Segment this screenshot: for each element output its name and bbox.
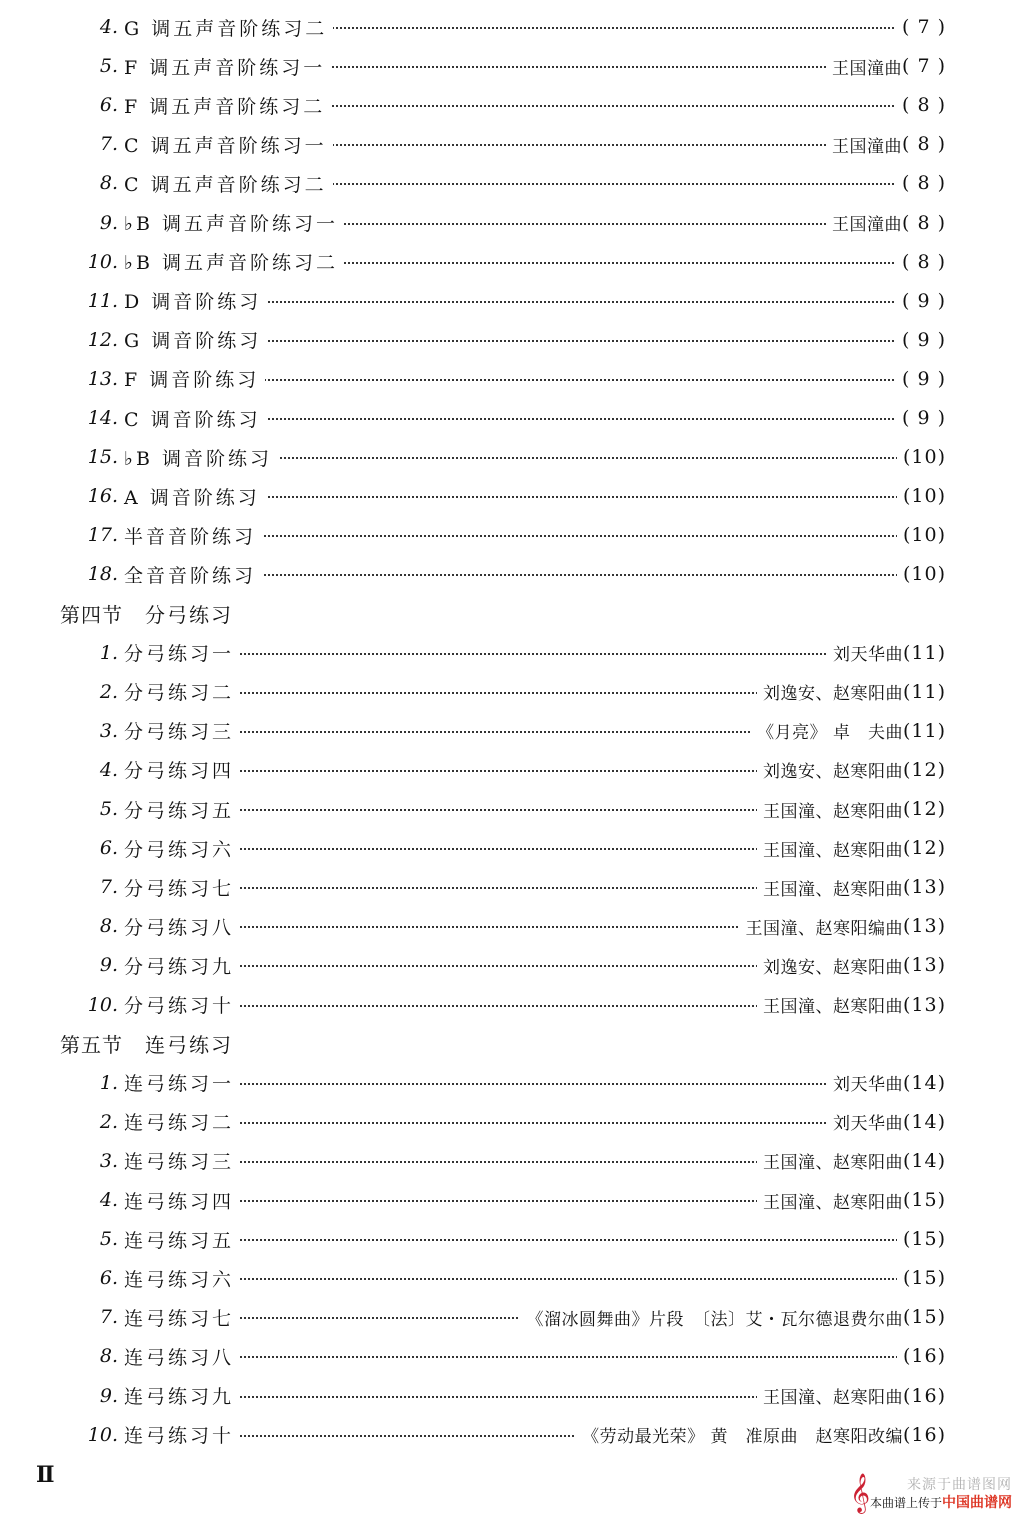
toc-entry[interactable] — [0, 362, 1024, 396]
section-label: 第五节 — [60, 1033, 123, 1058]
entry-title: ♭B 调五声音阶练习二 — [124, 248, 344, 275]
entry-title: 连弓练习六 — [124, 1265, 240, 1292]
entry-title: G 调音阶练习 — [124, 326, 267, 353]
entry-number: 17. — [87, 524, 118, 547]
entry-page: ( 9 ) — [902, 367, 946, 390]
entry-page: (13) — [902, 954, 946, 977]
entry-page: ( 7 ) — [902, 16, 946, 38]
entry-number: 4. — [99, 1189, 118, 1211]
entry-page: ( 8 ) — [902, 94, 946, 117]
entry-right — [757, 953, 946, 978]
toc-entry[interactable] — [0, 1261, 1024, 1295]
entry-number: 9. — [99, 954, 118, 977]
entry-number: 7. — [99, 876, 118, 899]
entry-title: F 调五声音阶练习一 — [124, 53, 331, 80]
entry-page: (11) — [902, 680, 946, 703]
entry-right — [757, 1188, 946, 1213]
dot-leader — [124, 1239, 942, 1241]
dot-leader — [124, 1356, 942, 1358]
entry-right — [896, 368, 946, 390]
entry-right — [739, 914, 946, 939]
entry-composer: 王国潼、赵寒阳曲 — [762, 997, 903, 1017]
toc-entry[interactable] — [0, 557, 1024, 591]
entry-number: 1. — [99, 1071, 118, 1094]
entry-right — [757, 679, 946, 704]
entry-right — [896, 290, 946, 312]
entry-number: 5. — [99, 1228, 118, 1251]
toc-entry[interactable] — [0, 479, 1024, 513]
entry-composer: 王国潼、赵寒阳编曲 — [745, 918, 903, 939]
entry-title: 分弓练习四 — [124, 756, 240, 783]
entry-page: (10) — [902, 446, 946, 469]
toc-entry[interactable] — [0, 831, 1024, 865]
entry-page: ( 9 ) — [902, 328, 946, 351]
entry-composer: 刘逸安、赵寒阳曲 — [762, 762, 903, 783]
entry-right — [897, 446, 946, 468]
toc-entry[interactable] — [0, 1144, 1024, 1178]
entry-title: 分弓练习一 — [124, 639, 240, 666]
entry-page: (13) — [902, 993, 946, 1016]
toc-entry[interactable] — [0, 323, 1024, 357]
entry-composer: 刘天华曲 — [832, 645, 903, 666]
toc-entry[interactable] — [0, 1339, 1024, 1373]
entry-right — [757, 797, 946, 822]
entry-number: 10. — [87, 250, 118, 273]
entry-title: 分弓练习七 — [124, 874, 240, 901]
entry-title: F 调音阶练习 — [124, 365, 265, 392]
entry-page: ( 7 ) — [902, 55, 946, 78]
toc-entry[interactable] — [0, 753, 1024, 787]
entry-right — [827, 1109, 946, 1134]
entry-page: (16) — [902, 1345, 946, 1368]
watermark-source-text: 来源于曲谱图网 — [907, 1477, 1012, 1493]
toc-entry[interactable] — [0, 166, 1024, 200]
entry-right — [826, 210, 946, 235]
watermark-upload-text — [870, 1492, 1012, 1512]
toc-entry[interactable] — [0, 714, 1024, 748]
entry-right — [896, 16, 946, 38]
entry-right — [897, 485, 946, 507]
entry-title: 分弓练习十 — [124, 991, 240, 1018]
section-label: 第四节 — [60, 603, 123, 627]
entry-title: 分弓练习九 — [124, 952, 240, 979]
entry-page: (15) — [902, 1189, 946, 1211]
entry-composer: 王国潼曲 — [832, 58, 902, 79]
entry-number: 8. — [99, 915, 118, 938]
entry-number: 4. — [99, 16, 118, 38]
entry-composer: 《溜冰圆舞曲》片段 〔法〕艾・瓦尔德退费尔曲 — [526, 1309, 903, 1330]
section-title: 分弓练习 — [145, 603, 233, 627]
entry-number: 3. — [99, 1149, 118, 1172]
watermark — [816, 1472, 1016, 1516]
entry-number: 14. — [87, 407, 118, 429]
entry-title: A 调音阶练习 — [124, 483, 266, 510]
page-number: Ⅱ — [36, 1462, 55, 1488]
entry-composer: 刘逸安、赵寒阳曲 — [762, 957, 903, 978]
entry-right — [896, 94, 946, 116]
entry-page: (13) — [902, 876, 946, 899]
entry-title: 分弓练习三 — [124, 717, 240, 744]
entry-page: (12) — [902, 758, 946, 781]
entry-right — [520, 1305, 946, 1330]
entry-page: (14) — [902, 1071, 946, 1094]
section-heading — [60, 1027, 233, 1061]
entry-right — [897, 1228, 946, 1250]
dot-leader — [124, 1278, 942, 1280]
toc-entry[interactable] — [0, 49, 1024, 83]
entry-title: 连弓练习十 — [124, 1421, 240, 1448]
toc-entry[interactable] — [0, 636, 1024, 670]
entry-composer: 刘天华曲 — [832, 1114, 903, 1135]
entry-number: 6. — [99, 94, 118, 117]
entry-right — [576, 1422, 946, 1447]
entry-title: 连弓练习五 — [124, 1226, 240, 1253]
entry-page: ( 8 ) — [902, 250, 946, 273]
entry-number: 8. — [99, 1345, 118, 1368]
entry-page: (10) — [902, 485, 946, 508]
toc-entry[interactable] — [0, 870, 1024, 904]
entry-number: 13. — [87, 367, 118, 390]
entry-title: 分弓练习二 — [124, 678, 240, 705]
entry-right — [897, 563, 946, 585]
entry-composer: 王国潼曲 — [832, 215, 902, 235]
toc-entry[interactable] — [0, 284, 1024, 318]
entry-right — [896, 329, 946, 351]
entry-number: 6. — [99, 1267, 118, 1290]
entry-title: 连弓练习三 — [124, 1147, 240, 1174]
entry-title: F 调五声音阶练习二 — [124, 92, 331, 119]
toc-entry[interactable] — [0, 245, 1024, 279]
entry-page: (11) — [902, 719, 946, 742]
toc-entry[interactable] — [0, 1379, 1024, 1413]
entry-composer: 《劳动最光荣》 黄 准原曲 赵寒阳改编 — [582, 1427, 903, 1448]
entry-number: 15. — [87, 446, 118, 469]
entry-right — [757, 836, 946, 861]
entry-number: 10. — [87, 993, 118, 1016]
entry-page: (12) — [902, 798, 946, 820]
entry-number: 3. — [99, 719, 118, 742]
entry-number: 4. — [99, 758, 118, 781]
entry-number: 9. — [99, 211, 118, 234]
entry-right — [757, 875, 946, 900]
entry-page: ( 8 ) — [902, 172, 946, 195]
section-heading — [60, 597, 233, 631]
entry-title: 半音音阶练习 — [124, 522, 262, 549]
entry-right — [827, 640, 946, 665]
entry-page: ( 9 ) — [902, 289, 946, 312]
entry-right — [896, 172, 946, 194]
entry-number: 8. — [99, 172, 118, 195]
entry-right — [757, 1383, 946, 1408]
entry-page: (16) — [902, 1384, 946, 1407]
entry-title: ♭B 调音阶练习 — [124, 444, 278, 471]
entry-number: 18. — [87, 563, 118, 586]
entry-page: (14) — [902, 1149, 946, 1172]
entry-right — [757, 992, 946, 1017]
entry-number: 2. — [99, 1110, 118, 1133]
entry-right — [757, 757, 946, 782]
watermark-prefix: 本曲谱上传于 — [869, 1496, 942, 1510]
entry-title: 连弓练习九 — [124, 1382, 240, 1409]
entry-composer: 王国潼、赵寒阳曲 — [762, 1192, 903, 1213]
entry-composer: 刘天华曲 — [832, 1075, 903, 1096]
toc-entry[interactable] — [0, 88, 1024, 122]
entry-composer: 王国潼、赵寒阳曲 — [762, 1153, 903, 1174]
toc-entry[interactable] — [0, 10, 1024, 44]
toc-entry[interactable] — [0, 909, 1024, 943]
entry-composer: 王国潼曲 — [832, 136, 902, 157]
toc-entry[interactable] — [0, 1222, 1024, 1256]
entry-title: 连弓练习八 — [124, 1343, 240, 1370]
entry-page: (15) — [902, 1228, 946, 1251]
entry-right — [896, 251, 946, 273]
entry-number: 12. — [87, 328, 118, 351]
entry-number: 5. — [99, 798, 118, 820]
entry-right — [751, 718, 946, 743]
toc-entry[interactable] — [0, 675, 1024, 709]
entry-page: ( 9 ) — [902, 407, 946, 429]
entry-page: (12) — [902, 837, 946, 860]
entry-composer: 王国潼、赵寒阳曲 — [762, 840, 903, 861]
dot-leader — [124, 1083, 942, 1085]
entry-right — [757, 1148, 946, 1173]
entry-composer: 刘逸安、赵寒阳曲 — [762, 684, 903, 705]
toc-entry[interactable] — [0, 401, 1024, 435]
dot-leader — [124, 653, 942, 655]
entry-title: C 调音阶练习 — [124, 405, 267, 432]
entry-right — [827, 1070, 946, 1095]
entry-title: 连弓练习七 — [124, 1304, 240, 1331]
entry-number: 2. — [99, 680, 118, 703]
entry-page: (11) — [902, 641, 946, 664]
entry-composer: 王国潼、赵寒阳曲 — [762, 801, 903, 822]
entry-title: 分弓练习六 — [124, 835, 240, 862]
entry-title: C 调五声音阶练习一 — [124, 131, 333, 158]
entry-number: 16. — [87, 485, 118, 508]
entry-title: 连弓练习四 — [124, 1187, 240, 1214]
toc-entry[interactable] — [0, 206, 1024, 240]
entry-title: 分弓练习八 — [124, 913, 240, 940]
entry-number: 10. — [87, 1423, 118, 1446]
entry-right — [896, 407, 946, 429]
entry-title: D 调音阶练习 — [124, 287, 267, 314]
entry-title: C 调五声音阶练习二 — [124, 170, 333, 197]
entry-title: 全音音阶练习 — [124, 561, 262, 588]
entry-page: ( 8 ) — [902, 211, 946, 234]
entry-number: 9. — [99, 1384, 118, 1407]
entry-number: 1. — [99, 641, 118, 664]
section-title: 连弓练习 — [145, 1033, 233, 1058]
entry-number: 7. — [99, 1306, 118, 1329]
entry-title: 分弓练习五 — [124, 796, 240, 823]
entry-composer: 王国潼、赵寒阳曲 — [762, 879, 903, 900]
entry-title: G 调五声音阶练习二 — [124, 14, 333, 41]
entry-right — [897, 1267, 946, 1289]
toc-entry[interactable] — [0, 1105, 1024, 1139]
toc-entry[interactable] — [0, 1066, 1024, 1100]
toc-entry[interactable] — [0, 1183, 1024, 1217]
toc-entry[interactable] — [0, 1418, 1024, 1452]
entry-right — [897, 524, 946, 546]
entry-number: 6. — [99, 837, 118, 860]
entry-right — [897, 1345, 946, 1367]
toc-entry[interactable] — [0, 792, 1024, 826]
toc-entry[interactable] — [0, 948, 1024, 982]
entry-right — [826, 54, 946, 79]
dot-leader — [124, 1122, 942, 1124]
watermark-brand: 中国曲谱网 — [942, 1495, 1012, 1511]
entry-number: 5. — [99, 55, 118, 78]
entry-number: 7. — [99, 133, 118, 156]
entry-page: (15) — [902, 1306, 946, 1329]
entry-page: (14) — [902, 1110, 946, 1133]
entry-title: 连弓练习二 — [124, 1108, 240, 1135]
entry-page: (13) — [902, 915, 946, 938]
toc-entry[interactable] — [0, 988, 1024, 1022]
entry-title: 连弓练习一 — [124, 1069, 240, 1096]
entry-composer: 王国潼、赵寒阳曲 — [762, 1388, 903, 1408]
entry-composer: 《月亮》 卓 夫曲 — [757, 723, 903, 744]
entry-title: ♭B 调五声音阶练习一 — [124, 209, 344, 236]
toc-entry[interactable] — [0, 440, 1024, 474]
entry-number: 11. — [87, 289, 118, 312]
toc-entry[interactable] — [0, 127, 1024, 161]
entry-page: ( 8 ) — [902, 133, 946, 156]
entry-page: (16) — [902, 1423, 946, 1446]
toc-entry[interactable] — [0, 1300, 1024, 1334]
toc-entry[interactable] — [0, 518, 1024, 552]
entry-right — [826, 132, 946, 157]
treble-clef-icon: 𝄞 — [850, 1473, 871, 1513]
entry-page: (10) — [902, 563, 946, 586]
entry-page: (10) — [902, 524, 946, 547]
entry-page: (15) — [902, 1267, 946, 1290]
